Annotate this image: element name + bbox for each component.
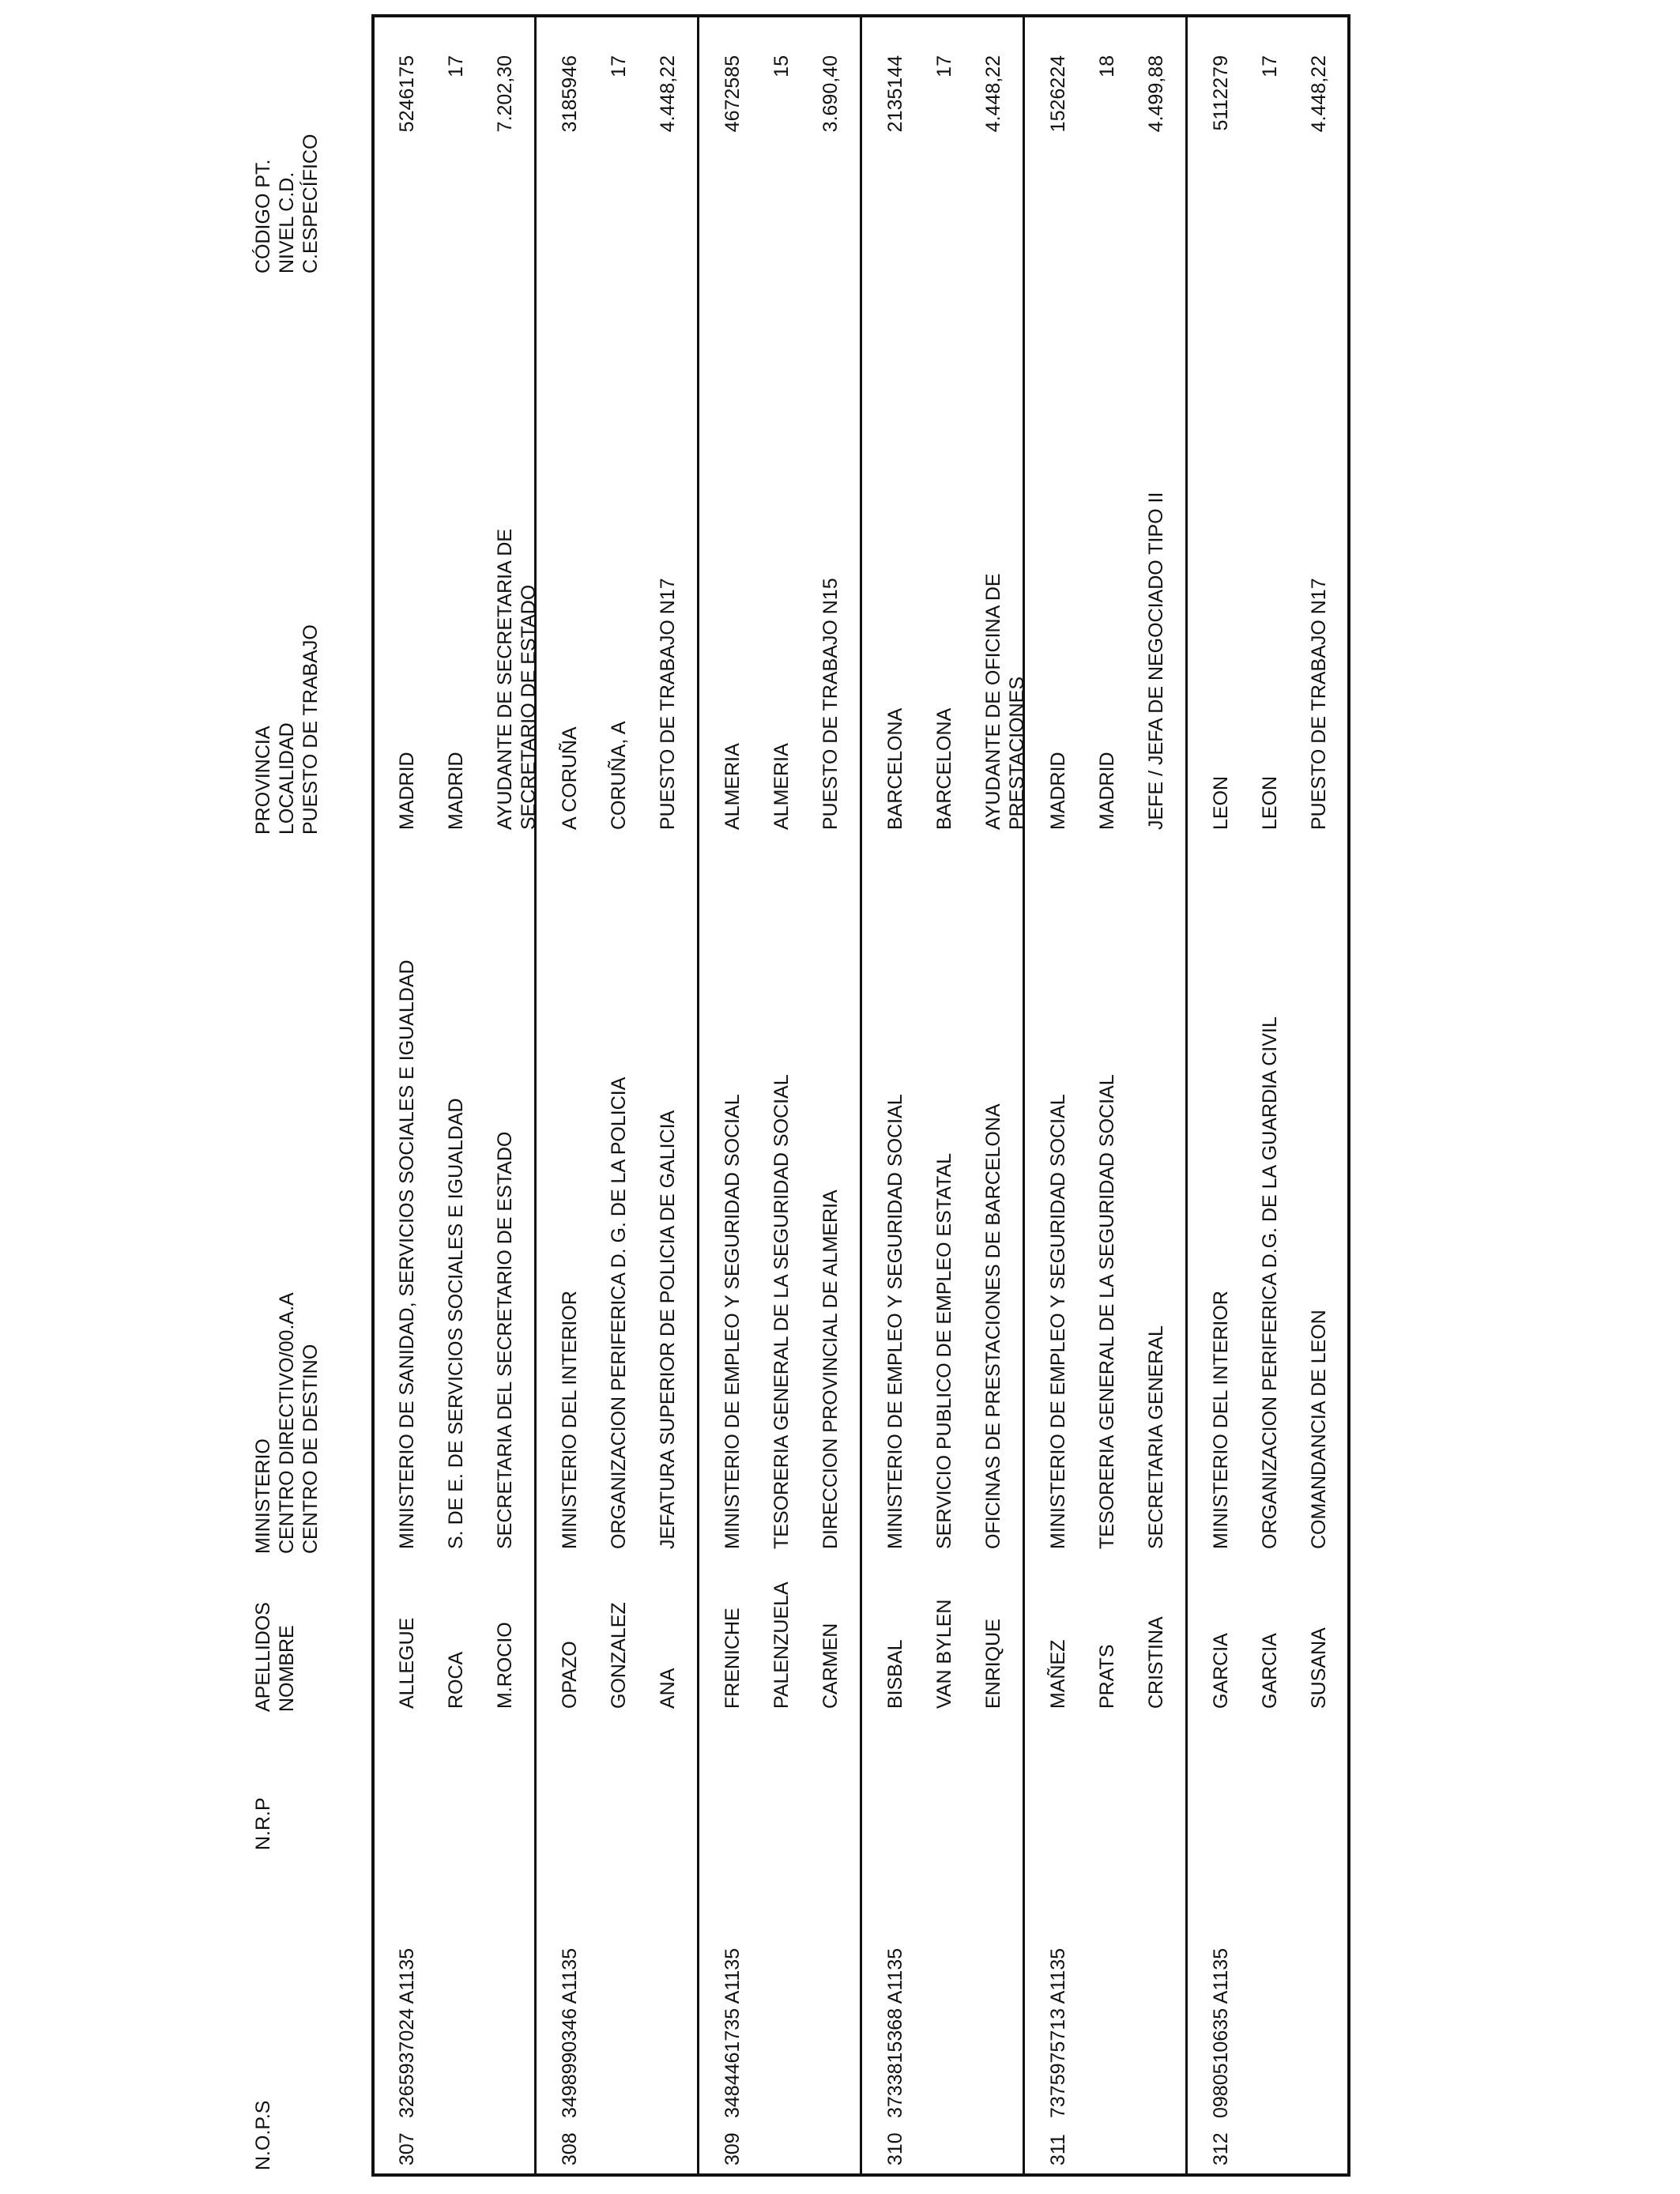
record-centro-destino: DIRECCION PROVINCIAL DE ALMERIA — [819, 1189, 842, 1549]
record-codigo-pt: 2135144 — [884, 55, 906, 133]
record-provincia: BARCELONA — [884, 707, 906, 830]
record-nivel-cd: 18 — [1096, 55, 1118, 77]
record-apellido-1: MAÑEZ — [1047, 1639, 1069, 1709]
record-nrp: 3498990346 A1135 — [559, 1947, 581, 2118]
record-nivel-cd: 17 — [608, 55, 630, 77]
record-centro-destino: OFICINAS DE PRESTACIONES DE BARCELONA — [982, 1103, 1004, 1549]
header-nrp: N.R.P — [252, 1797, 274, 1850]
record-localidad: CORUÑA, A — [608, 721, 630, 830]
record-complemento-especifico: 4.448,22 — [1308, 55, 1330, 133]
record-nops: 312 — [1210, 2132, 1232, 2166]
row-separator — [1185, 17, 1188, 2173]
record-apellido-2: GARCIA — [1259, 1633, 1281, 1709]
header-provincia-puesto: PROVINCIA LOCALIDAD PUESTO DE TRABAJO — [252, 624, 322, 835]
record-codigo-pt: 3185946 — [559, 55, 581, 133]
record-nops: 311 — [1047, 2134, 1069, 2166]
record-nivel-cd: 17 — [933, 55, 955, 77]
record-codigo-pt: 5112279 — [1210, 55, 1232, 131]
record-complemento-especifico: 3.690,40 — [819, 55, 842, 133]
record-puesto-trabajo: PUESTO DE TRABAJO N17 — [657, 578, 679, 830]
record-codigo-pt: 5246175 — [396, 55, 418, 133]
record-row — [700, 17, 863, 2173]
record-nombre: SUSANA — [1308, 1627, 1330, 1709]
header-ministerio-centro: MINISTERIO CENTRO DIRECTIVO/00.A.A CENTRO DE DESTINO — [252, 1292, 322, 1554]
record-apellido-2: VAN BYLEN — [933, 1599, 955, 1709]
record-puesto-trabajo: PUESTO DE TRABAJO N15 — [819, 578, 842, 830]
record-localidad: MADRID — [1096, 752, 1118, 830]
record-centro-destino: JEFATURA SUPERIOR DE POLICIA DE GALICIA — [657, 1110, 679, 1549]
record-centro-directivo: ORGANIZACION PERIFERICA D. G. DE LA POLICIA — [608, 1076, 630, 1549]
row-separator — [860, 17, 862, 2173]
record-provincia: LEON — [1210, 775, 1232, 830]
record-puesto-trabajo: JEFE / JEFA DE NEGOCIADO TIPO II — [1145, 492, 1167, 830]
record-row — [1026, 17, 1188, 2173]
header-apellidos-nombre: APELLIDOS NOMBRE — [252, 1602, 298, 1712]
record-complemento-especifico: 4.499,88 — [1145, 55, 1167, 133]
record-nombre: ANA — [657, 1668, 679, 1709]
header-nops: N.O.P.S — [252, 2100, 274, 2170]
record-nrp: 0980510635 A1135 — [1210, 1947, 1232, 2118]
record-localidad: MADRID — [445, 752, 467, 830]
record-puesto-trabajo: AYUDANTE DE SECRETARIA DE SECRETARIO DE ESTADO — [494, 528, 540, 830]
record-complemento-especifico: 4.448,22 — [657, 55, 679, 133]
record-localidad: BARCELONA — [933, 707, 955, 830]
record-nrp: 3733815368 A1135 — [884, 1947, 906, 2118]
record-provincia: MADRID — [1047, 752, 1069, 830]
record-apellido-2: PRATS — [1096, 1644, 1118, 1709]
record-ministerio: MINISTERIO DE EMPLEO Y SEGURIDAD SOCIAL — [884, 1094, 906, 1549]
row-separator — [534, 17, 537, 2173]
record-nops: 308 — [559, 2132, 581, 2166]
record-apellido-2: GONZALEZ — [608, 1602, 630, 1709]
record-apellido-2: ROCA — [445, 1651, 467, 1709]
record-nombre: ENRIQUE — [982, 1619, 1004, 1709]
record-ministerio: MINISTERIO DE EMPLEO Y SEGURIDAD SOCIAL — [1047, 1094, 1069, 1549]
record-row — [1188, 17, 1351, 2173]
record-apellido-2: PALENZUELA — [770, 1581, 793, 1709]
record-centro-directivo: S. DE E. DE SERVICIOS SOCIALES E IGUALDAD — [445, 1098, 467, 1549]
record-apellido-1: BISBAL — [884, 1639, 906, 1709]
record-ministerio: MINISTERIO DEL INTERIOR — [559, 1291, 581, 1549]
record-ministerio: MINISTERIO DEL INTERIOR — [1210, 1291, 1232, 1549]
record-nops: 309 — [721, 2132, 744, 2166]
record-codigo-pt: 1526224 — [1047, 55, 1069, 133]
record-codigo-pt: 4672585 — [721, 55, 744, 133]
row-separator — [1023, 17, 1025, 2173]
record-apellido-1: FRENICHE — [721, 1608, 744, 1709]
record-apellido-1: ALLEGUE — [396, 1617, 418, 1709]
record-complemento-especifico: 7.202,30 — [494, 55, 516, 133]
row-separator — [697, 17, 699, 2173]
record-nrp: 3265937024 A1135 — [396, 1947, 418, 2118]
record-centro-destino: SECRETARIA GENERAL — [1145, 1325, 1167, 1549]
record-nombre: CARMEN — [819, 1623, 842, 1709]
record-nombre: M.ROCIO — [494, 1622, 516, 1709]
record-centro-destino: COMANDANCIA DE LEON — [1308, 1310, 1330, 1549]
record-provincia: ALMERIA — [721, 743, 744, 830]
record-localidad: ALMERIA — [770, 743, 793, 830]
record-nombre: CRISTINA — [1145, 1616, 1167, 1709]
record-nops: 307 — [396, 2132, 418, 2166]
record-localidad: LEON — [1259, 775, 1281, 830]
record-row — [537, 17, 700, 2173]
record-centro-directivo: SERVICIO PUBLICO DE EMPLEO ESTATAL — [933, 1152, 955, 1549]
record-row — [375, 17, 540, 2173]
header-codigo-nivel-especifico: CÓDIGO PT. NIVEL C.D. C.ESPECÍFICO — [252, 134, 322, 273]
record-nivel-cd: 15 — [770, 55, 793, 77]
record-centro-destino: SECRETARIA DEL SECRETARIO DE ESTADO — [494, 1131, 516, 1549]
record-nops: 310 — [884, 2132, 906, 2166]
records-table — [371, 14, 1350, 2177]
record-ministerio: MINISTERIO DE EMPLEO Y SEGURIDAD SOCIAL — [721, 1094, 744, 1549]
record-centro-directivo: TESORERIA GENERAL DE LA SEGURIDAD SOCIAL — [1096, 1074, 1118, 1549]
record-row — [863, 17, 1026, 2173]
record-apellido-1: GARCIA — [1210, 1633, 1232, 1709]
record-provincia: MADRID — [396, 752, 418, 830]
record-ministerio: MINISTERIO DE SANIDAD, SERVICIOS SOCIALES E IGUALDAD — [396, 959, 418, 1549]
record-nivel-cd: 17 — [445, 55, 467, 77]
record-apellido-1: OPAZO — [559, 1641, 581, 1709]
record-puesto-trabajo: AYUDANTE DE OFICINA DE PRESTACIONES — [982, 573, 1028, 830]
record-nrp: 7375975713 A1135 — [1047, 1947, 1069, 2118]
record-nrp: 3484461735 A1135 — [721, 1947, 744, 2118]
record-puesto-trabajo: PUESTO DE TRABAJO N17 — [1308, 578, 1330, 830]
record-centro-directivo: ORGANIZACION PERIFERICA D.G. DE LA GUARDIA CIVIL — [1259, 1016, 1281, 1549]
record-complemento-especifico: 4.448,22 — [982, 55, 1004, 133]
record-nivel-cd: 17 — [1259, 55, 1281, 77]
record-provincia: A CORUÑA — [559, 726, 581, 830]
record-centro-directivo: TESORERIA GENERAL DE LA SEGURIDAD SOCIAL — [770, 1074, 793, 1549]
